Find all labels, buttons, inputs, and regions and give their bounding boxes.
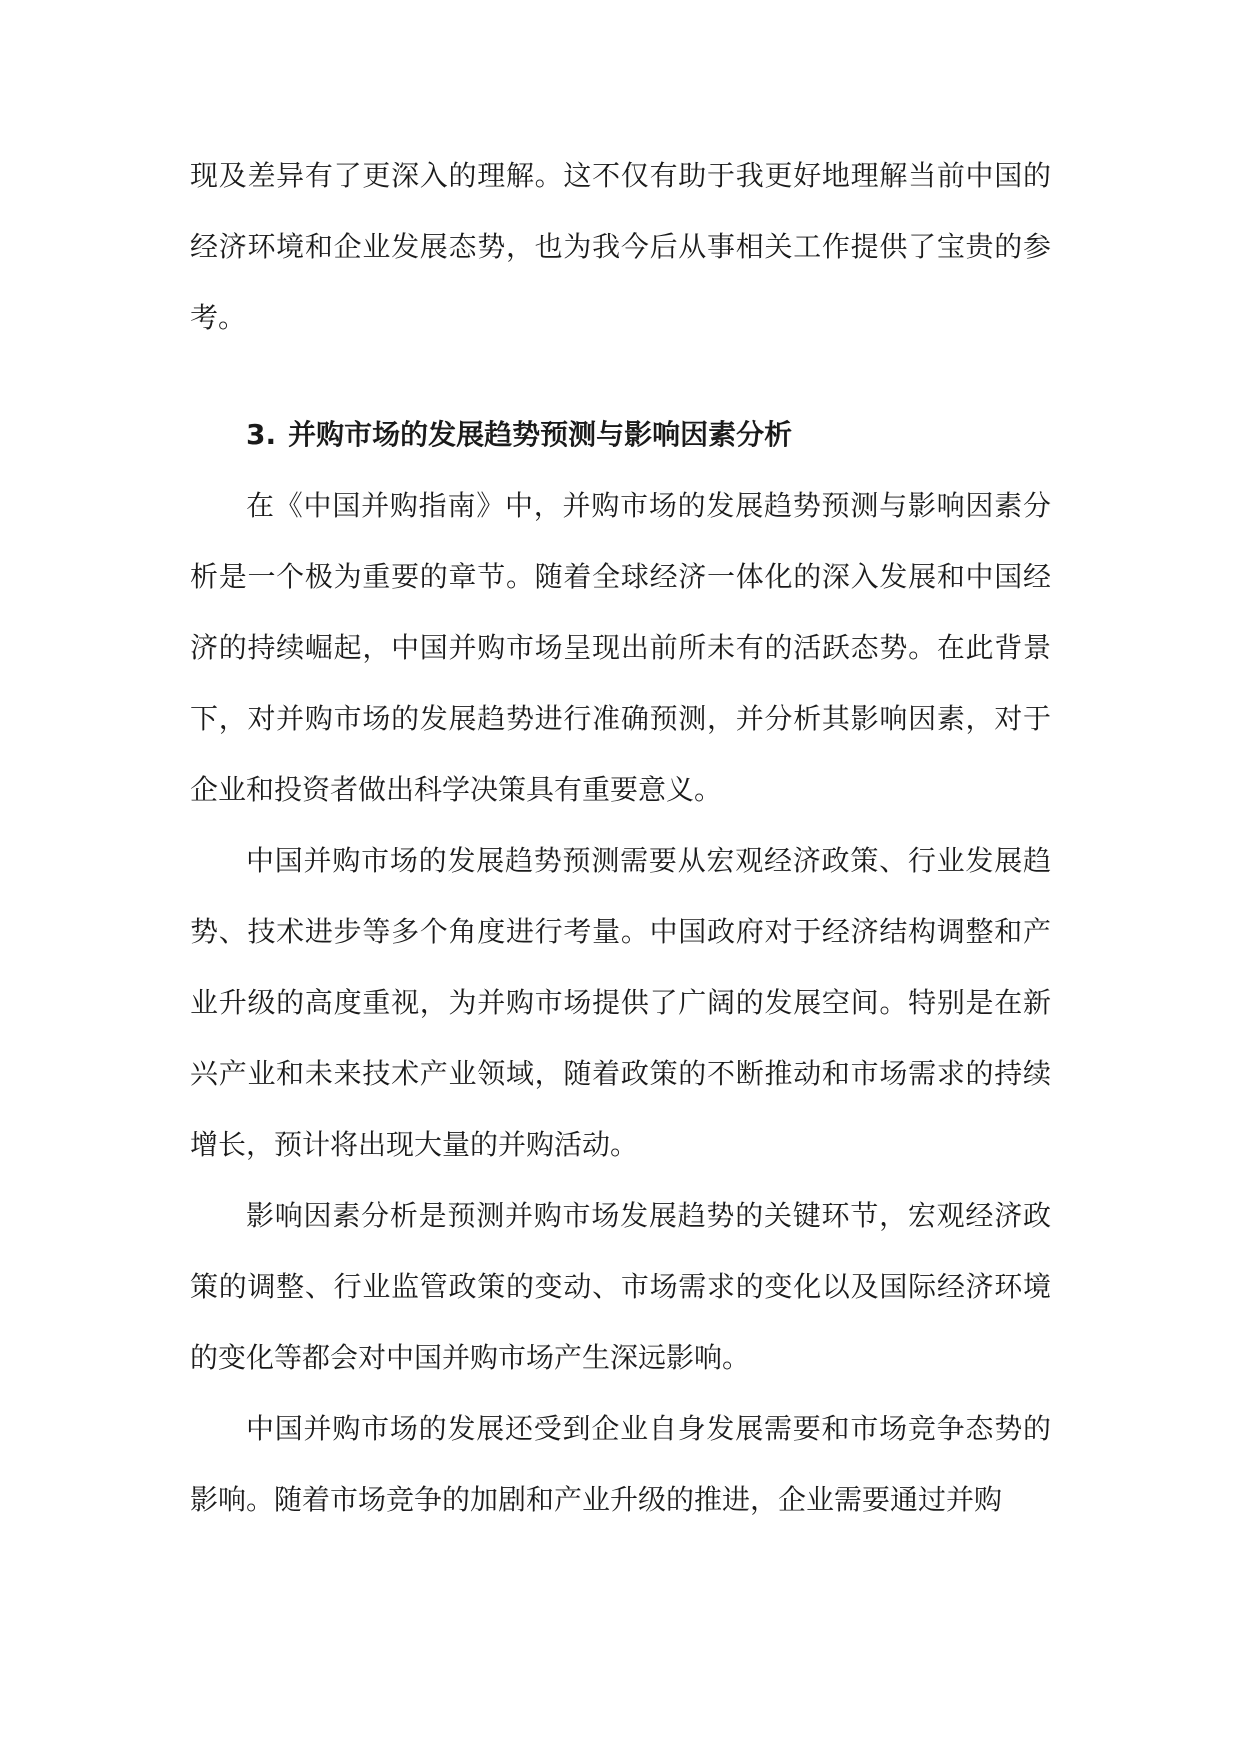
section-spacer <box>190 353 1051 399</box>
document-body <box>190 140 1051 1535</box>
body-paragraph: 中国并购市场的发展趋势预测需要从宏观经济政策、行业发展趋势、技术进步等多个角度进行考量。中国政府对于经济结构调整和产业升级的高度重视，为并购市场提供了广阔的发展空间。特别是在新兴产业和未来技术产业领域，随着政策的不断推动和市场需求的持续增长，预计将出现大量的并购活动。 <box>190 844 1051 1161</box>
continued-paragraph: 现及差异有了更深入的理解。这不仅有助于我更好地理解当前中国的经济环境和企业发展态势，也为我今后从事相关工作提供了宝贵的参考。 <box>190 159 1051 334</box>
section-title: 并购市场的发展趋势预测与影响因素分析 <box>288 418 793 451</box>
body-paragraph: 影响因素分析是预测并购市场发展趋势的关键环节，宏观经济政策的调整、行业监管政策的变动、市场需求的变化以及国际经济环境的变化等都会对中国并购市场产生深远影响。 <box>190 1199 1051 1374</box>
body-paragraph: 中国并购市场的发展还受到企业自身发展需要和市场竞争态势的影响。随着市场竞争的加剧和产业升级的推进，企业需要通过并购 <box>190 1412 1051 1516</box>
body-paragraph: 在《中国并购指南》中，并购市场的发展趋势预测与影响因素分析是一个极为重要的章节。随着全球经济一体化的深入发展和中国经济的持续崛起，中国并购市场呈现出前所未有的活跃态势。在此背景下，对并购市场的发展趋势进行准确预测，并分析其影响因素，对于企业和投资者做出科学决策具有重要意义。 <box>190 489 1051 806</box>
section-number: 3. <box>246 418 277 451</box>
section-heading <box>190 399 1051 470</box>
